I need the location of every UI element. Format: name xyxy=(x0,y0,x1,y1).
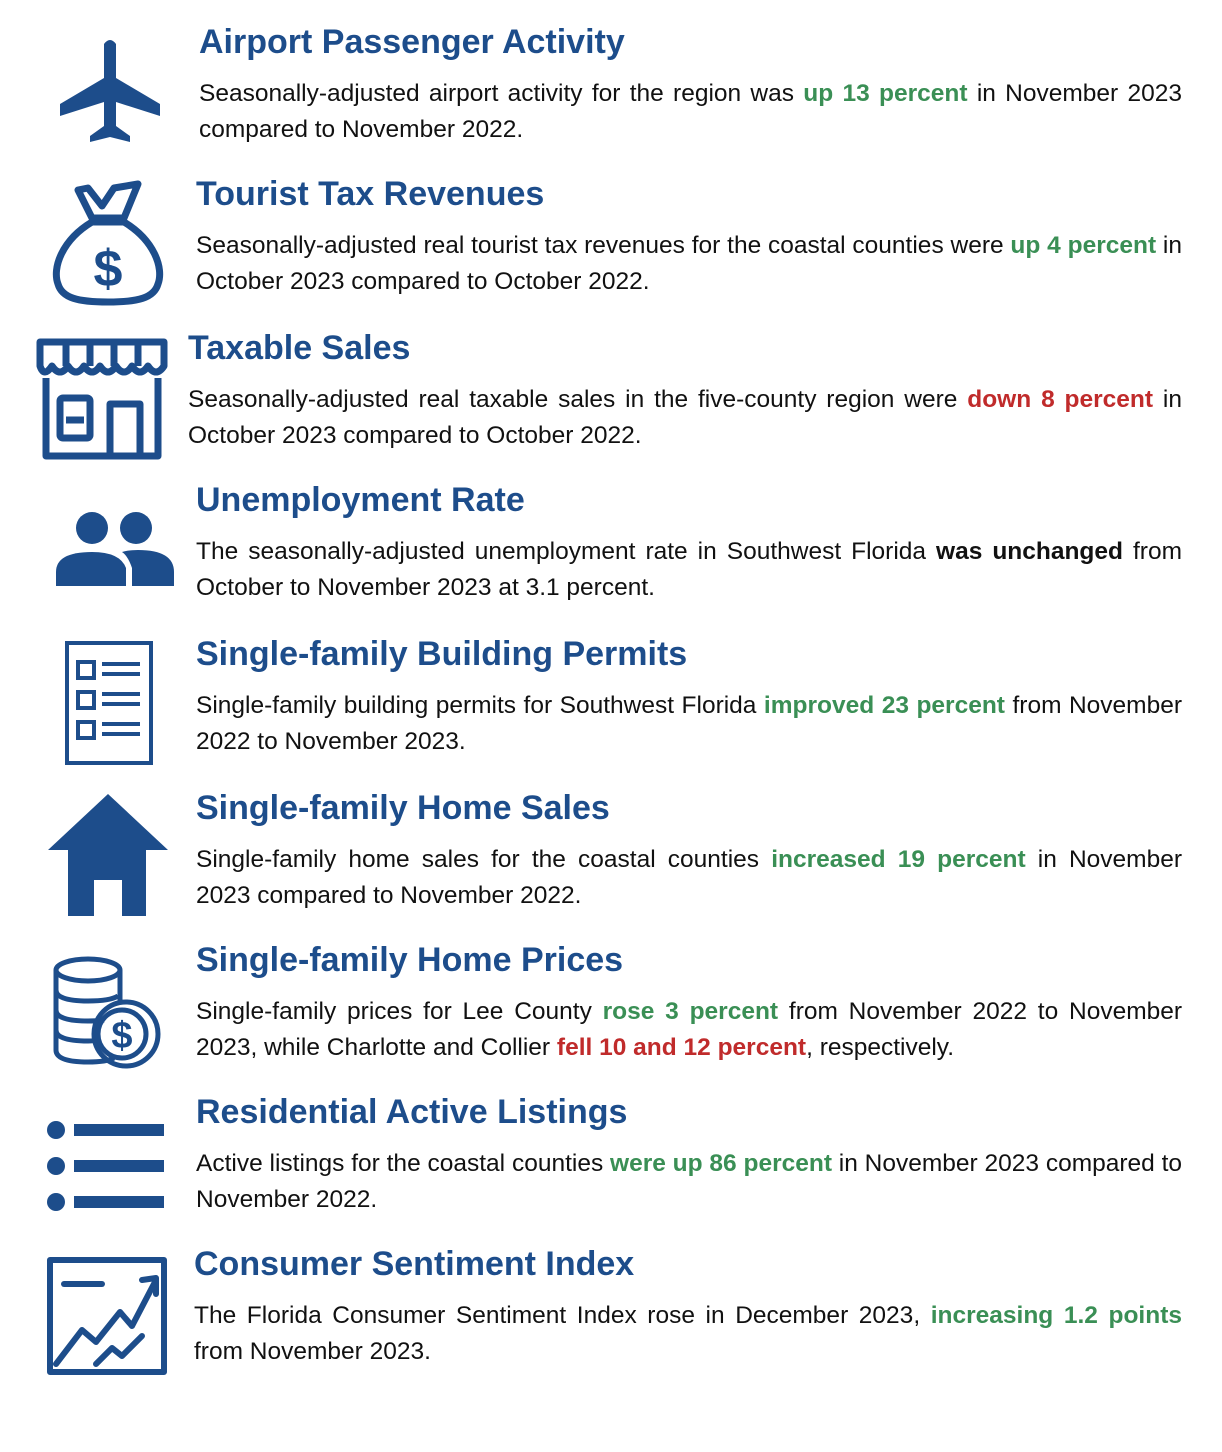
emphasized-change: was unchanged xyxy=(936,538,1123,565)
indicator-title: Airport Passenger Activity xyxy=(199,23,625,61)
description-text: The seasonally-adjusted unemployment rate in Southwest Florida xyxy=(196,538,937,565)
description-text: from November 2023. xyxy=(194,1338,431,1365)
description-text: Seasonally-adjusted airport activity for the region was xyxy=(199,80,804,107)
airplane-icon xyxy=(58,38,162,144)
description-text: Active listings for the coastal counties xyxy=(196,1150,611,1177)
negative-change: fell 10 and 12 percent xyxy=(556,1034,807,1061)
indicator-title: Single-family Building Permits xyxy=(196,635,688,673)
storefront-icon xyxy=(36,338,168,462)
indicator-description xyxy=(194,1298,1182,1370)
svg-text:$: $ xyxy=(111,1015,133,1057)
positive-change: improved 23 percent xyxy=(763,692,1005,719)
money-bag-icon xyxy=(50,178,166,308)
indicator-title: Single-family Home Sales xyxy=(196,789,610,827)
indicator-title: Consumer Sentiment Index xyxy=(194,1245,635,1283)
indicator-title: Unemployment Rate xyxy=(196,481,525,519)
positive-change: rose 3 percent xyxy=(602,998,779,1025)
indicator-description xyxy=(196,842,1182,914)
indicator-title: Single-family Home Prices xyxy=(196,941,624,979)
indicator-description xyxy=(188,382,1182,454)
description-text: from October to November 2023 at 3.1 percent. xyxy=(196,538,1182,601)
description-text: in November 2023 compared to November 2022. xyxy=(196,846,1182,909)
indicator-description xyxy=(196,228,1182,300)
description-text: from November 2022 to November 2023, while Charlotte and Collier xyxy=(196,998,1183,1061)
description-text: The Florida Consumer Sentiment Index rose in December 2023, xyxy=(194,1302,931,1329)
indicator-description xyxy=(196,994,1182,1066)
description-text: in October 2023 compared to October 2022. xyxy=(196,232,1182,295)
house-icon xyxy=(46,792,170,918)
indicator-description xyxy=(196,534,1182,606)
indicator-title: Taxable Sales xyxy=(188,329,411,367)
indicator-description xyxy=(199,76,1182,148)
svg-text:$: $ xyxy=(93,240,123,298)
positive-change: up 13 percent xyxy=(803,80,968,107)
description-text: Single-family building permits for Southwest Florida xyxy=(196,692,764,719)
description-text: Seasonally-adjusted real tourist tax revenues for the coastal counties were xyxy=(196,232,1011,259)
description-text: Single-family home sales for the coastal counties xyxy=(196,846,772,873)
description-text: Seasonally-adjusted real taxable sales in the five-county region were xyxy=(188,386,968,413)
description-text: , respectively. xyxy=(806,1034,955,1061)
indicator-description xyxy=(196,1146,1182,1218)
trend-chart-icon xyxy=(46,1256,168,1376)
positive-change: increased 19 percent xyxy=(771,846,1026,873)
description-text: from November 2022 to November 2023. xyxy=(196,692,1182,755)
indicator-description xyxy=(196,688,1182,760)
positive-change: up 4 percent xyxy=(1010,232,1157,259)
description-text: Single-family prices for Lee County xyxy=(196,998,603,1025)
description-text: in October 2023 compared to October 2022. xyxy=(188,386,1182,449)
negative-change: down 8 percent xyxy=(967,386,1154,413)
description-text: in November 2023 compared to November 2022. xyxy=(199,80,1182,143)
positive-change: increasing 1.2 points xyxy=(930,1302,1182,1329)
bulleted-list-icon xyxy=(44,1118,166,1214)
coin-stack-icon xyxy=(50,954,168,1070)
description-text: in November 2023 compared to November 2022. xyxy=(196,1150,1183,1213)
checklist-document-icon xyxy=(64,640,154,766)
indicator-title: Tourist Tax Revenues xyxy=(196,175,545,213)
people-icon xyxy=(54,510,176,590)
positive-change: were up 86 percent xyxy=(610,1150,832,1177)
indicator-title: Residential Active Listings xyxy=(196,1093,628,1131)
